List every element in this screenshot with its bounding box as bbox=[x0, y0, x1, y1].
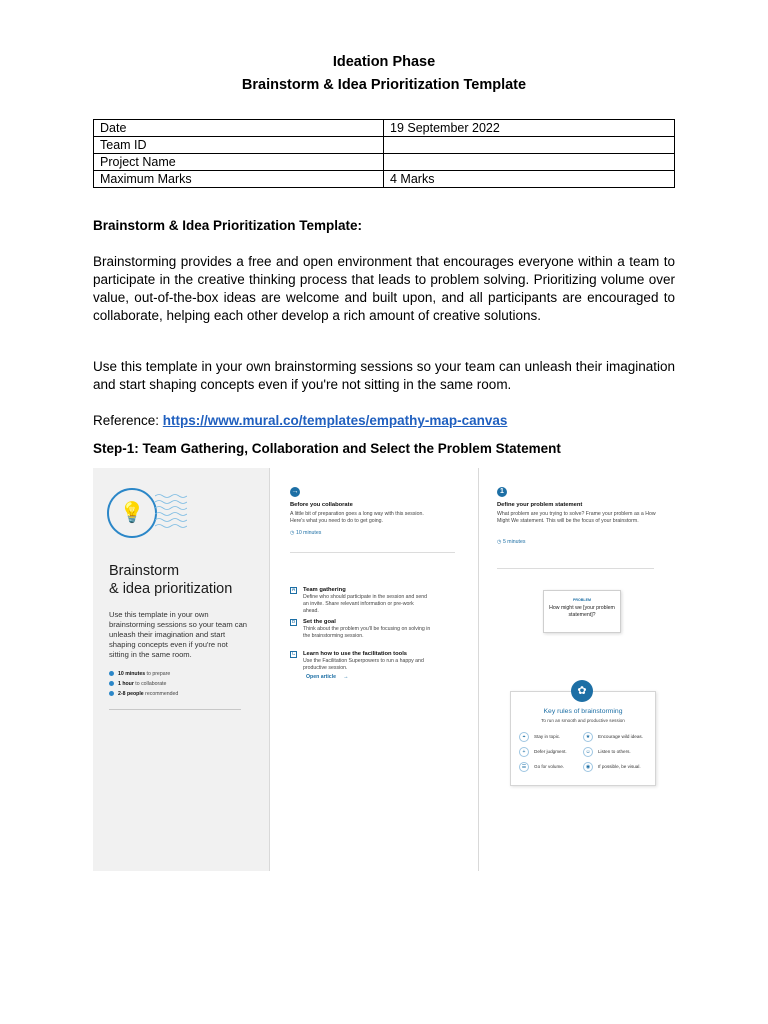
step1-heading: Step-1: Team Gathering, Collaboration and Select the Problem Statement bbox=[93, 441, 561, 456]
panel2-time: ◷ 10 minutes bbox=[290, 530, 322, 536]
open-article-link[interactable]: Open article → bbox=[306, 674, 349, 680]
item-text: Think about the problem you'll be focusing on solving in the brainstorming session. bbox=[303, 626, 431, 639]
eye-icon: ◉ bbox=[583, 762, 593, 772]
rule-item: + Defer judgment. bbox=[519, 747, 567, 757]
lightbulb-icon: 💡 bbox=[107, 488, 157, 538]
checkbox-icon: A bbox=[291, 587, 296, 593]
rule-item: ★ Encourage wild ideas. bbox=[583, 732, 643, 742]
arrow-right-icon: → bbox=[291, 488, 299, 495]
clock-icon bbox=[109, 671, 114, 676]
person-icon bbox=[109, 691, 114, 696]
divider bbox=[290, 552, 455, 553]
divider bbox=[478, 468, 479, 871]
divider bbox=[497, 568, 654, 569]
table-cell-label: Team ID bbox=[94, 137, 384, 154]
puzzle-icon: ✿ bbox=[571, 680, 593, 702]
item-text: Define who should participate in the session and send an invite. Share relevant information or pre-work ahead. bbox=[303, 594, 428, 614]
reference-link[interactable]: https://www.mural.co/templates/empathy-map-canvas bbox=[162, 413, 508, 428]
paragraph-usage: Use this template in your own brainstorming sessions so your team can unleash their imagination and start shaping concepts even if you're not sitting in the same room. bbox=[93, 359, 675, 392]
rule-item: ◉ If possible, be visual. bbox=[583, 762, 641, 772]
stat-collaborate: 1 hour to collaborate bbox=[109, 681, 166, 687]
stat-people: 2-8 people recommended bbox=[109, 691, 178, 697]
table-row bbox=[94, 137, 675, 154]
table-cell-value bbox=[384, 154, 675, 171]
stat-prepare: 10 minutes to prepare bbox=[109, 671, 170, 677]
item-title: Set the goal bbox=[303, 619, 336, 625]
table-row bbox=[94, 171, 675, 188]
paragraph-intro: Brainstorming provides a free and open environment that encourages everyone within a team to participate in the creative thinking process that leads to problem solving. Prioritizing volume over value, out-of-the-box ideas are welcome and built upon, and all participants are encouraged to collaborate, helping each other develop a rich amount of creative solutions. bbox=[93, 254, 675, 323]
table-cell-label: Project Name bbox=[94, 154, 384, 171]
table-cell-label: Date bbox=[94, 120, 384, 137]
brainstorm-rules-card: ✿ Key rules of brainstorming To run an smooth and productive session ⌖ Stay in topic. ★ Encourage wild ideas. + Defer judgment. ☺ Listen to others. ☰ Go for volume. ◉ If possible, be visual. bbox=[510, 691, 656, 786]
table-cell-value: 4 Marks bbox=[384, 171, 675, 188]
divider bbox=[109, 709, 241, 710]
mural-description: Use this template in your own brainstorming sessions so your team can unleash their imagination and start shaping concepts even if you're not sitting in the same room. bbox=[109, 610, 248, 659]
panel3-title: Define your problem statement bbox=[497, 502, 583, 508]
panel2-text: A little bit of preparation goes a long way with this session. Here's what you need to do to get going. bbox=[290, 511, 424, 524]
reference-line bbox=[93, 412, 675, 430]
lightbulb-icon: ★ bbox=[583, 732, 593, 742]
table-cell-value bbox=[384, 137, 675, 154]
table-row bbox=[94, 120, 675, 137]
stack-icon: ☰ bbox=[519, 762, 529, 772]
template-title: Brainstorm & Idea Prioritization Template bbox=[241, 77, 527, 93]
checkbox-icon: C bbox=[291, 651, 296, 657]
panel2-title: Before you collaborate bbox=[290, 502, 353, 508]
divider bbox=[269, 468, 270, 871]
meta-table bbox=[93, 119, 675, 188]
item-title: Team gathering bbox=[303, 587, 346, 593]
hourglass-icon bbox=[109, 681, 114, 686]
rule-item: ☺ Listen to others. bbox=[583, 747, 631, 757]
rule-item: ⌖ Stay in topic. bbox=[519, 732, 560, 742]
phase-title: Ideation Phase bbox=[332, 54, 436, 70]
rule-item: ☰ Go for volume. bbox=[519, 762, 564, 772]
target-icon: ⌖ bbox=[519, 732, 529, 742]
step-number-badge: 1 bbox=[497, 487, 507, 497]
mural-template-image bbox=[93, 468, 675, 871]
item-text: Use the Facilitation Superpowers to run a happy and productive session. bbox=[303, 658, 424, 671]
mural-intro-panel bbox=[93, 468, 269, 871]
section-heading: Brainstorm & Idea Prioritization Template: bbox=[93, 218, 363, 233]
panel3-time: ◷ 5 minutes bbox=[497, 539, 526, 545]
reference-label: Reference: bbox=[93, 413, 163, 428]
panel3-text: What problem are you trying to solve? Frame your problem as a How Might We statement. This will be the focus of your brainstorm. bbox=[497, 511, 656, 524]
table-cell-label: Maximum Marks bbox=[94, 171, 384, 188]
ear-icon: ☺ bbox=[583, 747, 593, 757]
mural-title: Brainstorm & idea prioritization bbox=[109, 563, 233, 597]
waves-decoration bbox=[155, 492, 187, 532]
item-title: Learn how to use the facilitation tools bbox=[303, 651, 408, 657]
checkbox-icon: B bbox=[291, 619, 296, 625]
problem-sticky-note: PROBLEM How might we [your problem statement]? bbox=[543, 590, 621, 633]
table-row bbox=[94, 154, 675, 171]
plus-icon: + bbox=[519, 747, 529, 757]
table-cell-value: 19 September 2022 bbox=[384, 120, 675, 137]
